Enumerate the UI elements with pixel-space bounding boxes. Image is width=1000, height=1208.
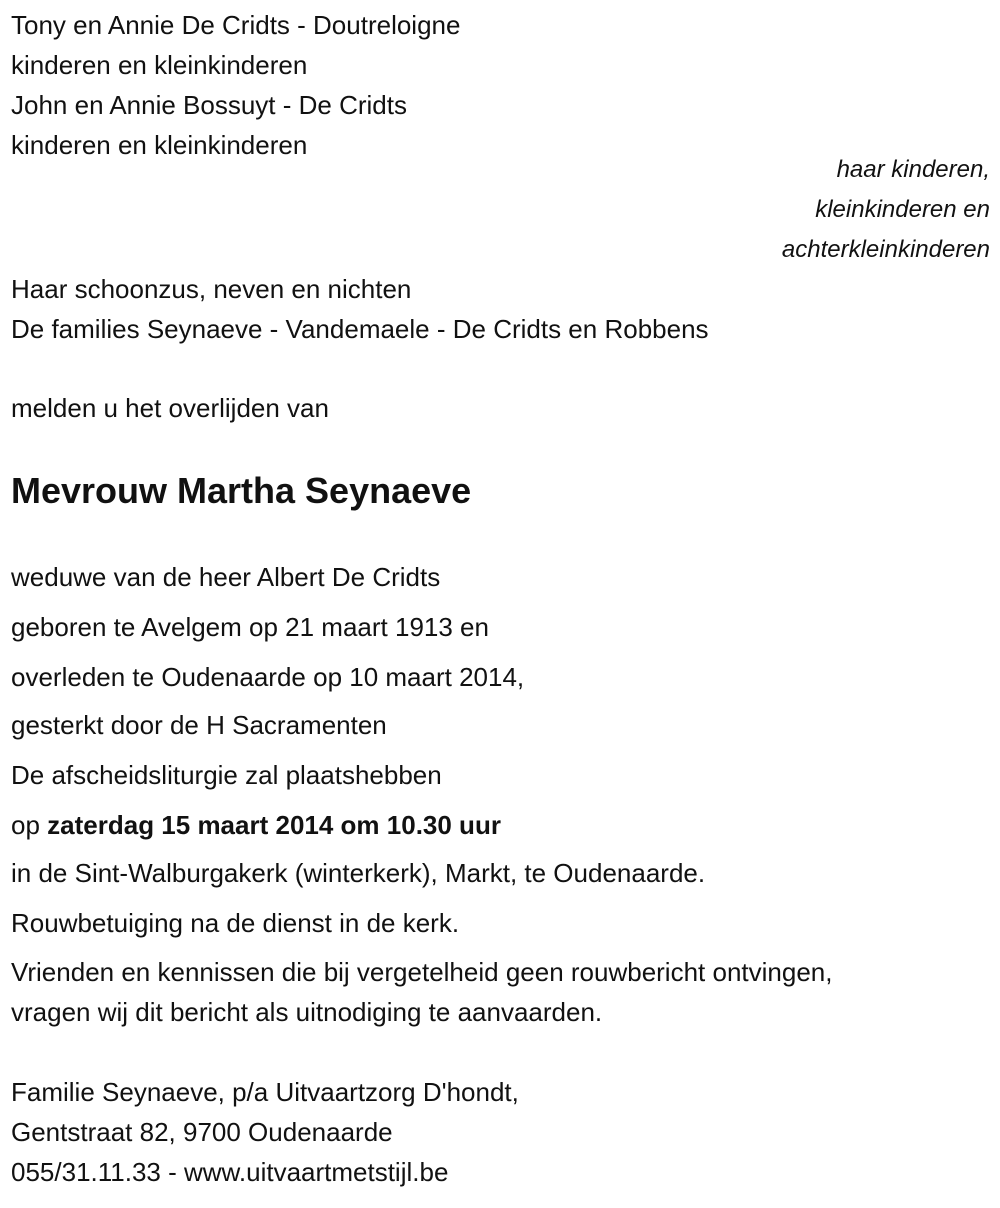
contact-line: Gentstraat 82, 9700 Oudenaarde <box>11 1117 393 1147</box>
family-line: Tony en Annie De Cridts - Doutreloigne <box>11 10 461 40</box>
deceased-name: Mevrouw Martha Seynaeve <box>11 470 472 511</box>
family-line: John en Annie Bossuyt - De Cridts <box>11 90 407 120</box>
detail-line: geboren te Avelgem op 21 maart 1913 en <box>11 612 489 642</box>
invitation-line: vragen wij dit bericht als uitnodiging te aanvaarden. <box>11 997 603 1027</box>
location: in de Sint-Walburgakerk (winterkerk), Markt, te Oudenaarde. <box>11 858 706 888</box>
italic-line: achterkleinkinderen <box>781 236 990 263</box>
service-line <box>11 810 501 840</box>
contact-line: 055/31.11.33 - www.uitvaartmetstijl.be <box>11 1157 449 1187</box>
family-line: kinderen en kleinkinderen <box>11 50 308 80</box>
italic-line: haar kinderen, <box>836 156 990 183</box>
service-datetime: zaterdag 15 maart 2014 om 10.30 uur <box>47 810 501 840</box>
contact-line: Familie Seynaeve, p/a Uitvaartzorg D'hondt, <box>11 1077 519 1107</box>
invitation-line: Vrienden en kennissen die bij vergetelheid geen rouwbericht ontvingen, <box>11 957 833 987</box>
relatives-line: De families Seynaeve - Vandemaele - De Cridts en Robbens <box>11 314 709 344</box>
relatives-line: Haar schoonzus, neven en nichten <box>11 274 412 304</box>
detail-line: gesterkt door de H Sacramenten <box>11 710 387 740</box>
condolence: Rouwbetuiging na de dienst in de kerk. <box>11 908 460 938</box>
detail-line: overleden te Oudenaarde op 10 maart 2014, <box>11 662 525 692</box>
detail-line: De afscheidsliturgie zal plaatshebben <box>11 760 442 790</box>
announcement: melden u het overlijden van <box>11 393 329 423</box>
detail-line: weduwe van de heer Albert De Cridts <box>11 562 441 592</box>
service-prefix: op <box>11 810 40 840</box>
italic-line: kleinkinderen en <box>815 196 990 223</box>
family-line: kinderen en kleinkinderen <box>11 130 308 160</box>
